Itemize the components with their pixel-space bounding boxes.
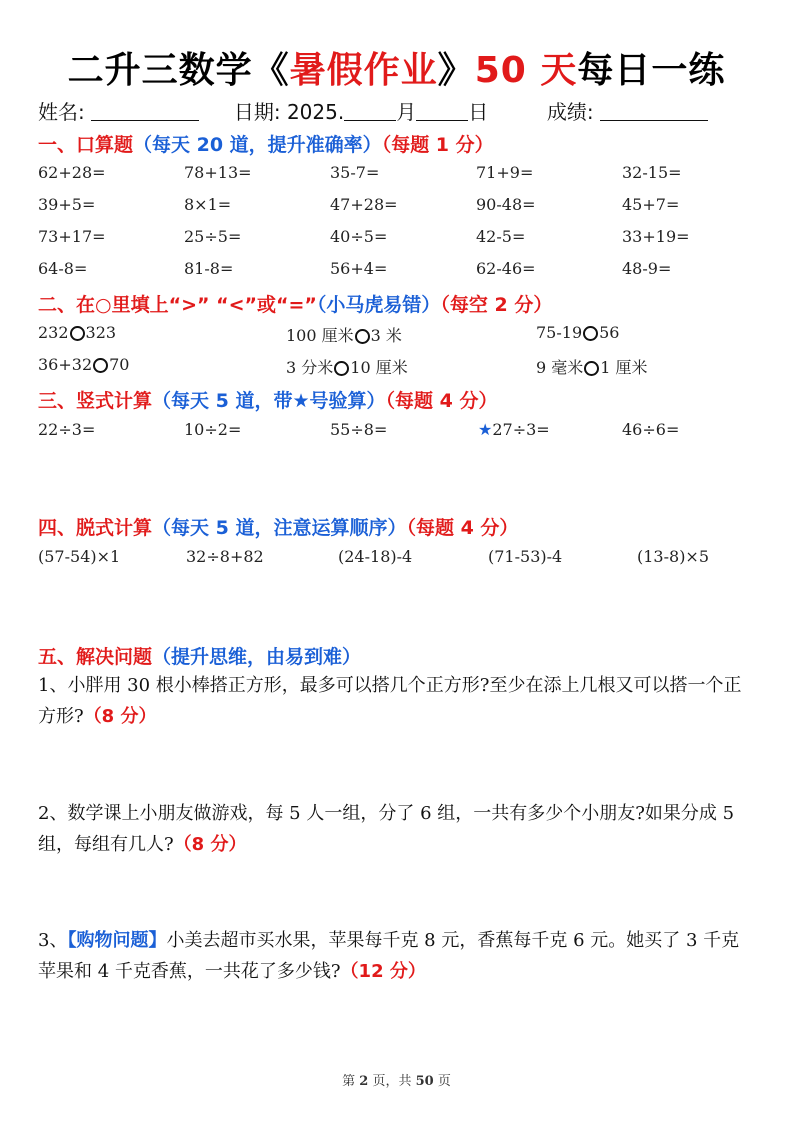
name-blank[interactable] [91,100,199,121]
section5-heading [38,642,361,669]
stepwise-calc-item: (57-54)×1 [38,547,121,566]
problem-score: （8 分） [83,706,157,727]
section4-heading [38,513,518,540]
calc-item: 47+28= [330,195,398,214]
calc-item: 42-5= [476,227,526,246]
problem-score: （8 分） [173,834,247,855]
star-icon: ★ [292,390,310,412]
answer-circle[interactable] [93,358,108,373]
date-year: 2025. [286,100,345,124]
section4-desc: （每天 5 道，注意运算顺序） [152,517,407,539]
current-page-number: 2 [359,1074,369,1089]
problem-score: （12 分） [340,961,426,982]
problem-text: 小美去超市买水果，苹果每千克 8 元，香蕉每千克 6 元。她买了 3 千克苹果和 4 千克香蕉，一共花了多少钱? [38,930,740,982]
stepwise-calc-item: (24-18)-4 [338,547,413,566]
calc-item: 32-15= [622,163,682,182]
compare-right: 56 [599,323,620,342]
calc-item: 62+28= [38,163,106,182]
calc-item: 73+17= [38,227,106,246]
section4-title: 四、脱式计算 [38,517,153,539]
title-days: 50 天 [474,50,578,91]
date-label: 日期: [233,100,281,124]
section1-score: （每题 1 分） [381,134,494,156]
compare-item [536,323,619,342]
calc-item: 71+9= [476,163,534,182]
compare-item [38,355,129,374]
answer-circle[interactable] [70,326,85,341]
section3-score: （每题 4 分） [385,390,498,412]
star-icon: ★ [478,420,493,439]
calc-item: 90-48= [476,195,536,214]
vertical-calc-item-starred [478,420,550,439]
title-part5: 每日一练 [577,50,726,91]
section3-desc: （每天 5 道，带 [152,390,293,412]
stepwise-calc-item: (71-53)-4 [488,547,563,566]
calc-item: 81-8= [184,259,234,278]
day-label: 日 [468,100,489,124]
vertical-calc-item: 46÷6= [622,420,680,439]
word-problem-3 [38,925,756,987]
section1-heading [38,130,494,157]
calc-item: 78+13= [184,163,252,182]
vertical-calc-text: 27÷3= [492,420,550,439]
section3-heading [38,386,497,413]
compare-left: 232 [38,323,69,342]
answer-circle[interactable] [334,361,349,376]
section1-title: 一、口算题 [38,134,134,156]
section1-desc: （每天 20 道，提升准确率） [133,134,382,156]
compare-right: 1 厘米 [600,358,648,377]
problem-text: 2、数学课上小朋友做游戏，每 5 人一组，分了 6 组，一共有多少个小朋友?如果分成 5 组，每组有几人? [38,803,735,855]
info-line [38,96,708,125]
word-problem-2 [38,798,756,860]
name-label: 姓名: [38,100,85,124]
month-label: 月 [396,100,417,124]
footer-text: 页，共 [368,1074,416,1089]
answer-circle[interactable] [355,329,370,344]
section5-desc: （提升思维，由易到难） [152,646,362,668]
compare-left: 75-19 [536,323,583,342]
compare-right: 323 [85,323,117,342]
section3-title: 三、竖式计算 [38,390,153,412]
section5-title: 五、解决问题 [38,646,153,668]
section2-title: 二、在○里填上“>” “<”或“=” [38,294,317,316]
stepwise-calc-item: 32÷8+82 [186,547,264,566]
calc-item: 33+19= [622,227,690,246]
compare-right: 3 米 [370,326,402,345]
section2-score: （每空 2 分） [440,294,553,316]
vertical-calc-item: 22÷3= [38,420,96,439]
score-blank[interactable] [600,100,708,121]
compare-left: 100 厘米 [286,326,354,345]
vertical-calc-item: 55÷8= [330,420,388,439]
calc-item: 8×1= [184,195,232,214]
compare-item [536,355,648,378]
section2-desc: （小马虎易错） [316,294,441,316]
month-blank[interactable] [344,100,396,121]
section4-score: （每题 4 分） [406,517,519,539]
section3-desc-end: 号验算） [309,390,386,412]
title-part1: 二升三数学《 [67,50,290,91]
compare-left: 9 毫米 [536,358,584,377]
word-problem-1 [38,670,756,732]
day-blank[interactable] [416,100,468,121]
problem-tag: 【购物问题】 [67,930,167,951]
compare-item [38,323,116,342]
calc-item: 48-9= [622,259,672,278]
compare-right: 70 [109,355,130,374]
section2-heading [38,290,552,317]
compare-left: 36+32 [38,355,93,374]
problem-text: 1、小胖用 30 根小棒搭正方形，最多可以搭几个正方形?至少在添上几根又可以搭一个正方形? [38,675,742,727]
compare-right: 10 厘米 [350,358,408,377]
calc-item: 39+5= [38,195,96,214]
calc-item: 62-46= [476,259,536,278]
calc-item: 56+4= [330,259,388,278]
answer-circle[interactable] [584,361,599,376]
calc-item: 35-7= [330,163,380,182]
total-page-number: 50 [415,1074,434,1089]
vertical-calc-item: 10÷2= [184,420,242,439]
footer-text: 第 [342,1074,360,1089]
compare-left: 3 分米 [286,358,334,377]
calc-item: 64-8= [38,259,88,278]
page-footer [0,1070,793,1089]
calc-item: 25÷5= [184,227,242,246]
score-label: 成绩: [546,100,594,124]
title-part3: 》 [437,50,475,91]
footer-text: 页 [433,1074,451,1089]
title-highlight: 暑假作业 [289,50,438,91]
calc-item: 45+7= [622,195,680,214]
compare-item [286,323,402,346]
page-title [0,42,793,93]
problem-number: 3、 [38,930,68,951]
compare-item [286,355,408,378]
answer-circle[interactable] [583,326,598,341]
calc-item: 40÷5= [330,227,388,246]
stepwise-calc-item: (13-8)×5 [637,547,710,566]
